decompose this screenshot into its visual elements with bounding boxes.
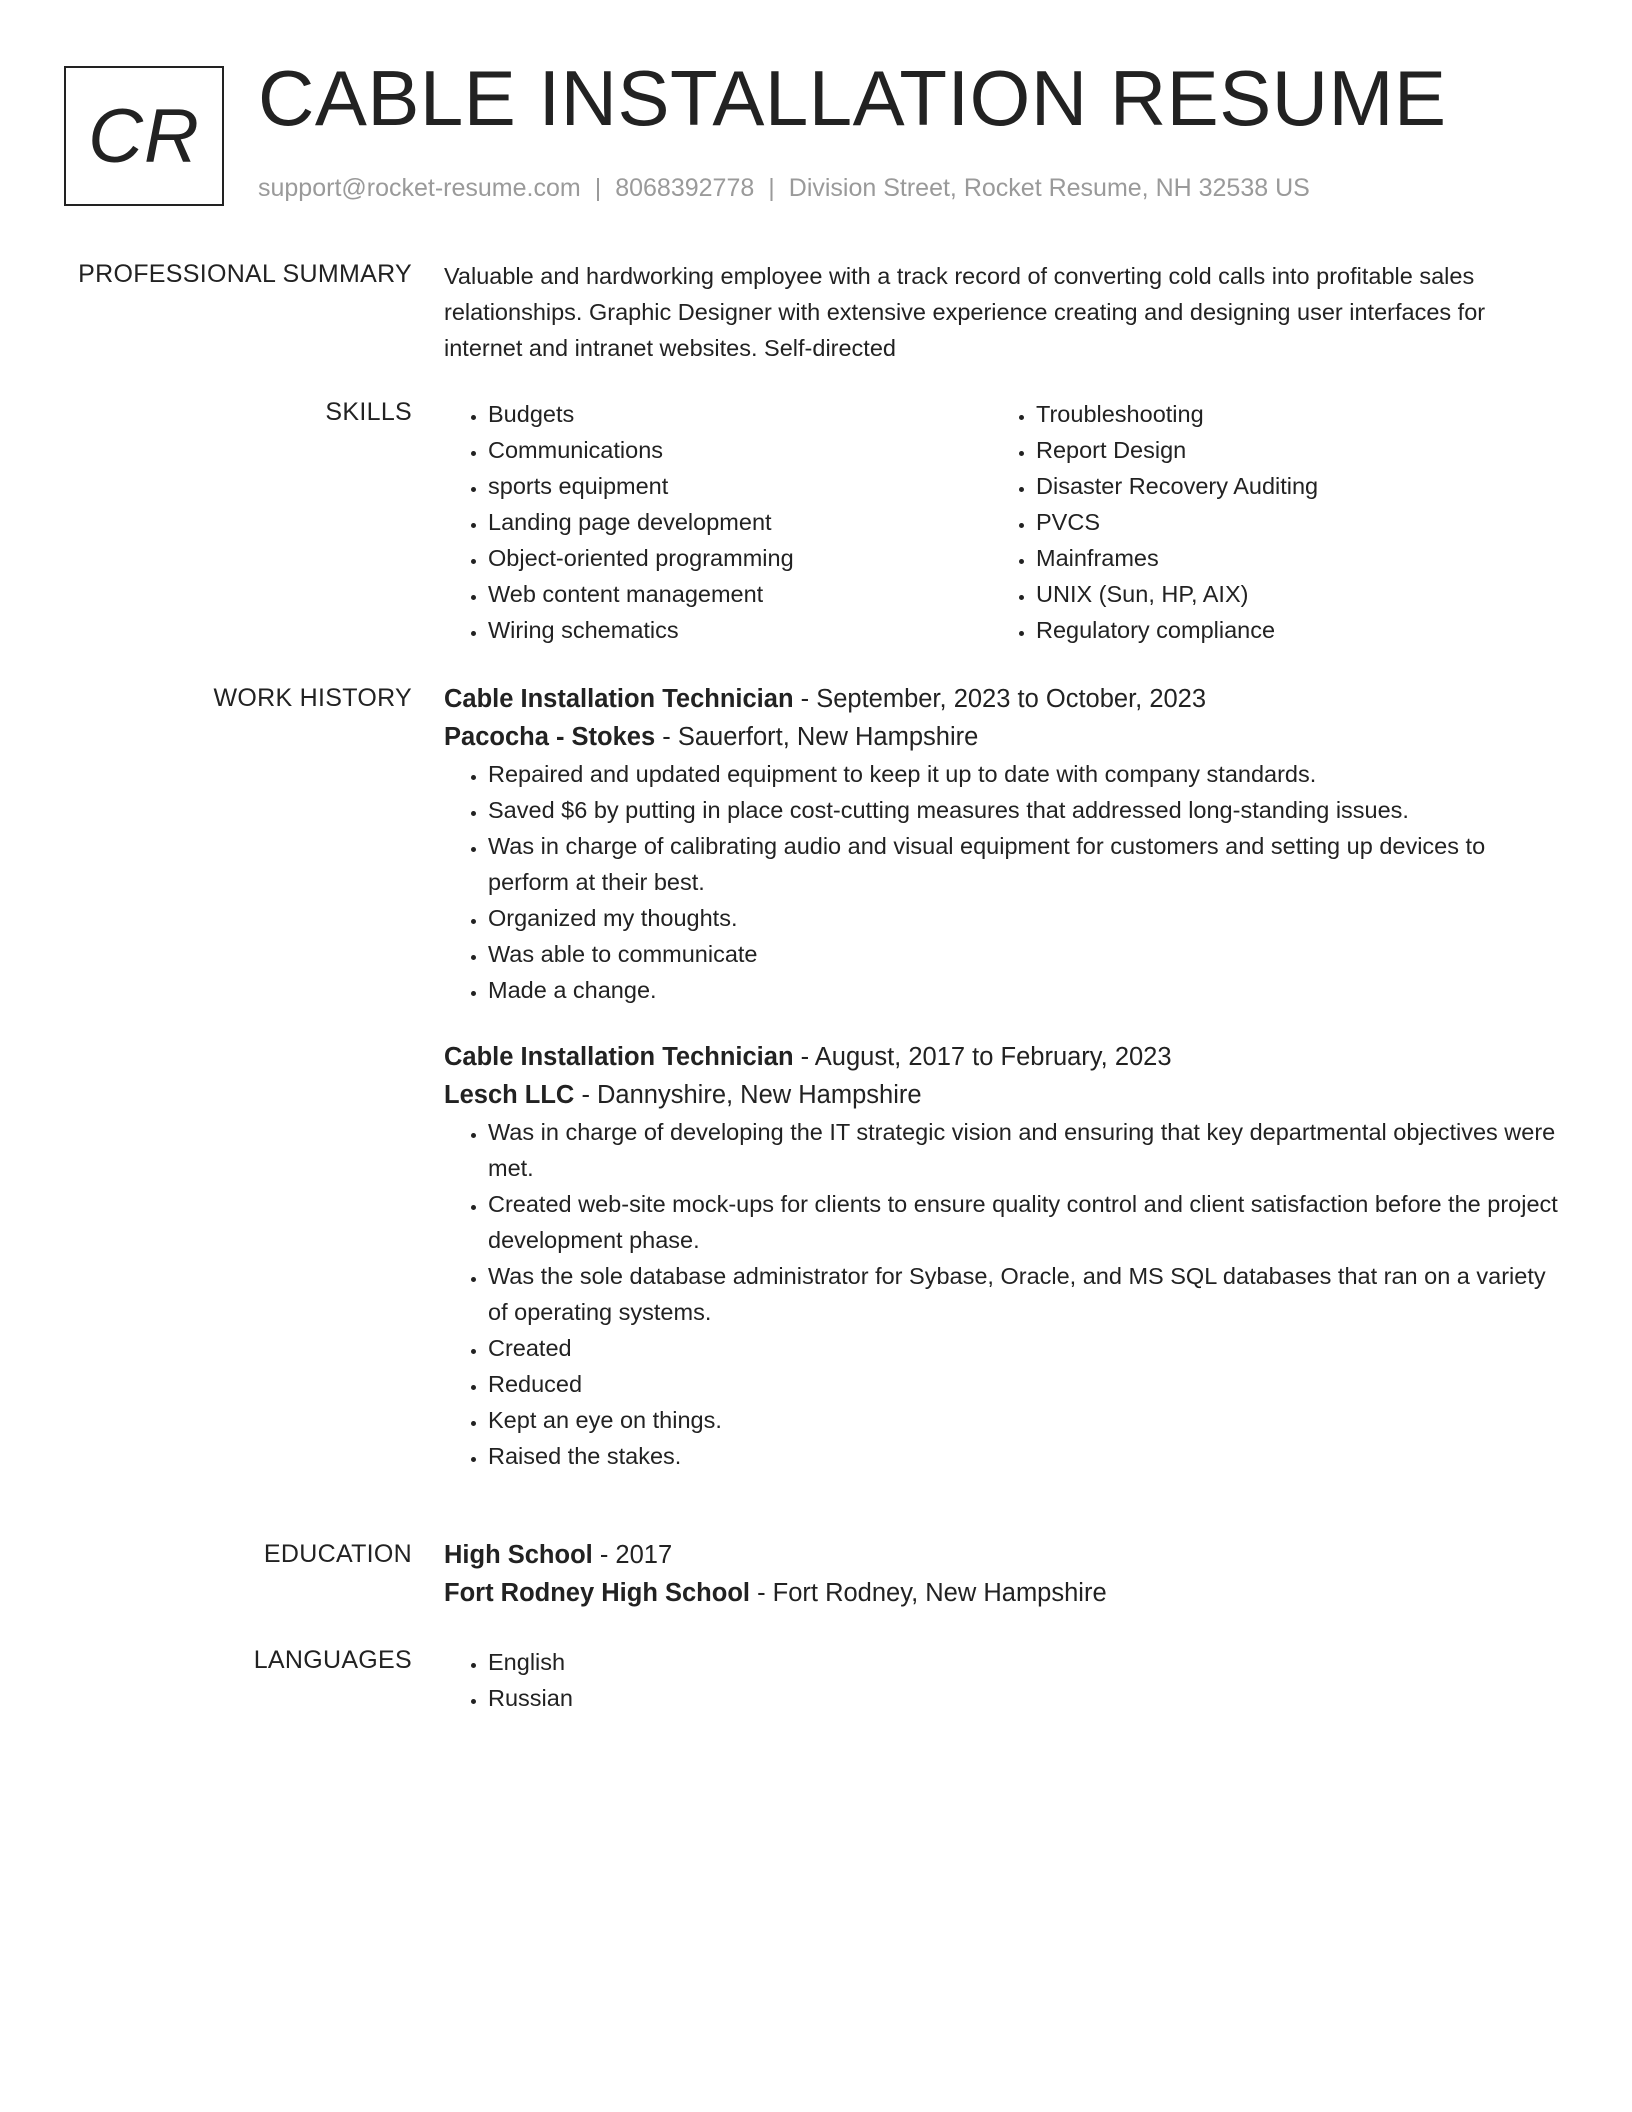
summary-text: Valuable and hardworking employee with a track record of converting cold calls into profitable sales relationships. Graphic Designer with extensive experience creating and designing user interfaces for internet and intranet websites. Self-directed: [444, 263, 1486, 361]
skill-item: • Report Design: [1036, 432, 1540, 468]
job-bullet: • Raised the stakes.: [488, 1438, 1564, 1474]
skill-item: • PVCS: [1036, 504, 1540, 540]
skills-column-right: [992, 396, 1540, 648]
contact-phone: 8068392778: [615, 174, 755, 202]
job-title: Cable Installation Technician: [444, 685, 794, 713]
contact-line: [258, 174, 1310, 203]
job-location: - Dannyshire, New Hampshire: [574, 1081, 922, 1109]
work-history-heading: WORK HISTORY: [213, 684, 412, 712]
skill-item: • sports equipment: [488, 468, 992, 504]
skill-item: • Regulatory compliance: [1036, 612, 1540, 648]
summary-heading: PROFESSIONAL SUMMARY: [78, 260, 412, 288]
job-bullet: • Kept an eye on things.: [488, 1402, 1564, 1438]
job-bullet: • Reduced: [488, 1366, 1564, 1402]
skill-item: • UNIX (Sun, HP, AIX): [1036, 576, 1540, 612]
job-title: Cable Installation Technician: [444, 1043, 794, 1071]
job-entry: [444, 1038, 1564, 1474]
summary-body: [444, 258, 1564, 366]
contact-separator: |: [768, 174, 775, 202]
job-entry: [444, 680, 1564, 1008]
languages-heading: LANGUAGES: [253, 1646, 412, 1674]
monogram-logo: CR: [64, 66, 224, 206]
skill-item: • Landing page development: [488, 504, 992, 540]
contact-address: Division Street, Rocket Resume, NH 32538 US: [788, 174, 1310, 202]
job-bullet: • Made a change.: [488, 972, 1564, 1008]
skill-item: • Communications: [488, 432, 992, 468]
contact-separator: |: [594, 174, 602, 202]
skill-item: • Budgets: [488, 396, 992, 432]
language-item: • English: [488, 1644, 1564, 1680]
job-title-line: [444, 680, 1564, 718]
skill-item: • Mainframes: [1036, 540, 1540, 576]
skill-item: • Object-oriented programming: [488, 540, 992, 576]
job-bullet: • Was in charge of developing the IT strategic vision and ensuring that key departmental objectives were met.: [488, 1114, 1564, 1186]
job-bullets: [444, 756, 1564, 1008]
job-bullet: • Organized my thoughts.: [488, 900, 1564, 936]
skills-column-left: [444, 396, 992, 648]
skills-heading: SKILLS: [325, 398, 412, 426]
education-year: - 2017: [592, 1541, 673, 1569]
page-title: CABLE INSTALLATION RESUME: [258, 54, 1447, 142]
job-bullet: • Repaired and updated equipment to keep it up to date with company standards.: [488, 756, 1564, 792]
job-bullet: • Was able to communicate: [488, 936, 1564, 972]
work-history-body: [444, 680, 1564, 1474]
skill-item: • Troubleshooting: [1036, 396, 1540, 432]
skills-body: [444, 396, 1564, 648]
education-degree-line: [444, 1536, 1564, 1574]
skills-list-right: [992, 396, 1540, 648]
job-bullet: • Created web-site mock-ups for clients to ensure quality control and client satisfaction before the project development phase.: [488, 1186, 1564, 1258]
skills-list-left: [444, 396, 992, 648]
job-bullets: [444, 1114, 1564, 1474]
education-school-line: [444, 1574, 1564, 1612]
education-school: Fort Rodney High School: [444, 1579, 750, 1607]
job-bullet: • Was the sole database administrator for Sybase, Oracle, and MS SQL databases that ran on a variety of operating systems.: [488, 1258, 1564, 1330]
job-company-line: [444, 1076, 1564, 1114]
skills-columns: [444, 396, 1564, 648]
job-title-line: [444, 1038, 1564, 1076]
education-location: - Fort Rodney, New Hampshire: [750, 1579, 1107, 1607]
job-company: Pacocha - Stokes: [444, 723, 656, 751]
contact-email: support@rocket-resume.com: [258, 174, 581, 202]
skill-item: • Web content management: [488, 576, 992, 612]
education-body: [444, 1536, 1564, 1612]
languages-list: [444, 1644, 1564, 1716]
job-bullet: • Saved $6 by putting in place cost-cutting measures that addressed long-standing issues.: [488, 792, 1564, 828]
job-bullet: • Created: [488, 1330, 1564, 1366]
skill-item: • Wiring schematics: [488, 612, 992, 648]
job-location: - Sauerfort, New Hampshire: [655, 723, 979, 751]
job-dates: - September, 2023 to October, 2023: [793, 685, 1207, 713]
education-degree: High School: [444, 1541, 593, 1569]
education-heading: EDUCATION: [263, 1540, 412, 1568]
job-company: Lesch LLC: [444, 1081, 575, 1109]
job-company-line: [444, 718, 1564, 756]
skill-item: • Disaster Recovery Auditing: [1036, 468, 1540, 504]
job-dates: - August, 2017 to February, 2023: [793, 1043, 1172, 1071]
job-bullet: • Was in charge of calibrating audio and visual equipment for customers and setting up devices to perform at their best.: [488, 828, 1564, 900]
language-item: • Russian: [488, 1680, 1564, 1716]
languages-body: [444, 1644, 1564, 1716]
